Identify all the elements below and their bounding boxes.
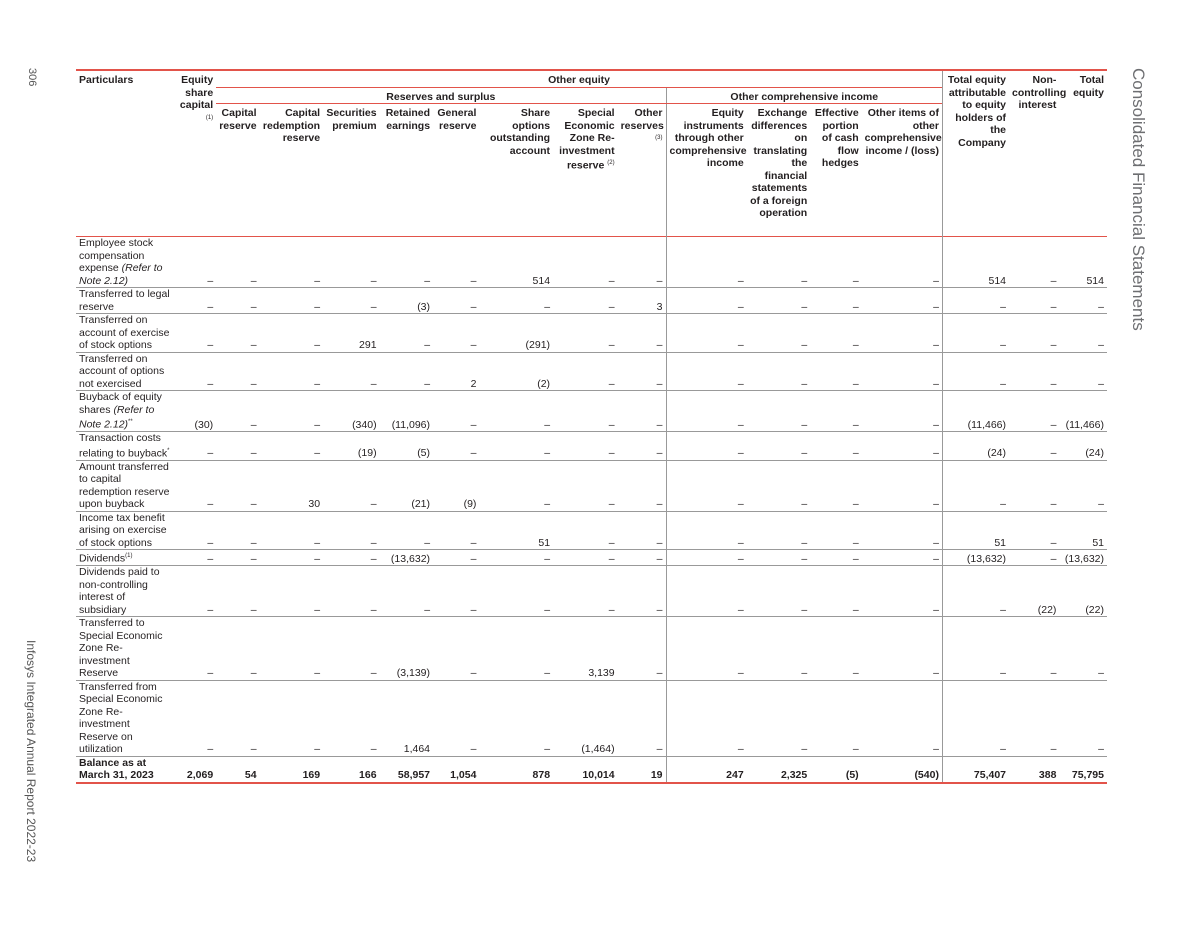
table-cell: – <box>479 432 553 461</box>
table-cell: 10,014 <box>553 756 618 783</box>
row-label: Employee stock compensation expense (Refer to Note 2.12) <box>76 237 173 288</box>
header-retained-earnings: Retained earnings <box>385 107 431 132</box>
table-cell: – <box>1059 288 1107 314</box>
table-cell: – <box>1059 617 1107 681</box>
table-cell: 2,325 <box>747 756 811 783</box>
table-cell: (9) <box>433 460 479 511</box>
table-cell: 514 <box>479 237 553 288</box>
header-total-equity: Total equity <box>1059 70 1107 237</box>
table-cell: 3,139 <box>553 617 618 681</box>
table-row <box>76 550 1107 566</box>
table-cell: – <box>666 680 747 756</box>
table-row <box>76 511 1107 550</box>
table-cell: – <box>173 237 216 288</box>
table-cell: – <box>479 391 553 432</box>
table-cell: – <box>260 511 324 550</box>
table-cell: – <box>862 391 943 432</box>
header-total-equity-holders: Total equity attributable to equity holders of the Company <box>942 70 1009 237</box>
table-cell: (19) <box>323 432 379 461</box>
table-cell: – <box>1009 550 1059 566</box>
row-label: Amount transferred to capital redemption reserve upon buyback <box>76 460 173 511</box>
table-cell: – <box>618 617 666 681</box>
table-cell: 58,957 <box>380 756 433 783</box>
table-cell: – <box>260 352 324 391</box>
table-cell: – <box>173 511 216 550</box>
table-cell: – <box>666 288 747 314</box>
table-cell: – <box>173 550 216 566</box>
table-cell: – <box>862 288 943 314</box>
table-cell: (30) <box>173 391 216 432</box>
table-cell: – <box>862 511 943 550</box>
table-cell: – <box>747 617 811 681</box>
table-cell: – <box>618 432 666 461</box>
table-cell: – <box>323 550 379 566</box>
table-cell: – <box>380 566 433 617</box>
total-row <box>76 756 1107 783</box>
table-cell: – <box>810 237 861 288</box>
table-cell: – <box>666 314 747 353</box>
table-cell: – <box>433 511 479 550</box>
table-cell: – <box>260 432 324 461</box>
table-cell: – <box>810 460 861 511</box>
table-cell: (22) <box>1009 566 1059 617</box>
table-cell: (11,096) <box>380 391 433 432</box>
table-cell: (24) <box>1059 432 1107 461</box>
table-cell: – <box>618 566 666 617</box>
table-cell: (11,466) <box>942 391 1009 432</box>
table-cell: – <box>810 352 861 391</box>
table-cell: – <box>862 566 943 617</box>
table-cell: – <box>553 432 618 461</box>
table-cell: – <box>216 237 259 288</box>
row-label: Transferred on account of exercise of stock options <box>76 314 173 353</box>
table-cell: – <box>862 617 943 681</box>
table-cell: – <box>323 680 379 756</box>
table-cell: – <box>433 566 479 617</box>
table-cell: 514 <box>942 237 1009 288</box>
table-cell: – <box>862 352 943 391</box>
table-cell: – <box>433 391 479 432</box>
table-cell: (11,466) <box>1059 391 1107 432</box>
table-cell: – <box>618 550 666 566</box>
table-cell: – <box>810 314 861 353</box>
table-row <box>76 314 1107 353</box>
table-cell: – <box>942 352 1009 391</box>
table-cell: – <box>1009 680 1059 756</box>
table-cell: 51 <box>1059 511 1107 550</box>
table-cell: – <box>747 550 811 566</box>
table-cell: – <box>433 680 479 756</box>
table-cell: – <box>433 617 479 681</box>
header-securities-premium: Securities premium <box>326 107 377 132</box>
row-label: Buyback of equity shares (Refer to Note 2.12)** <box>76 391 173 432</box>
table-cell: 75,407 <box>942 756 1009 783</box>
table-cell: – <box>942 460 1009 511</box>
table-cell: – <box>666 432 747 461</box>
table-cell: – <box>1009 237 1059 288</box>
row-label: Transaction costs relating to buyback* <box>76 432 173 461</box>
table-cell: 19 <box>618 756 666 783</box>
table-row <box>76 460 1107 511</box>
table-cell: – <box>323 288 379 314</box>
table-cell: – <box>323 511 379 550</box>
table-cell: – <box>618 314 666 353</box>
header-particulars: Particulars <box>76 70 173 237</box>
table-cell: – <box>380 314 433 353</box>
table-cell: – <box>433 237 479 288</box>
table-cell: 291 <box>323 314 379 353</box>
table-cell: – <box>666 617 747 681</box>
table-row <box>76 352 1107 391</box>
row-label: Dividends paid to non-controlling interest of subsidiary <box>76 566 173 617</box>
table-cell: – <box>260 391 324 432</box>
table-cell: – <box>618 511 666 550</box>
statement-of-changes-in-equity-table <box>76 69 1107 784</box>
table-cell: – <box>433 288 479 314</box>
table-cell: (21) <box>380 460 433 511</box>
table-cell: – <box>862 550 943 566</box>
table-cell: – <box>1059 314 1107 353</box>
table-cell: – <box>260 550 324 566</box>
table-cell: – <box>323 617 379 681</box>
table-cell: – <box>810 432 861 461</box>
table-cell: – <box>618 352 666 391</box>
table-row <box>76 288 1107 314</box>
table-cell: – <box>747 680 811 756</box>
table-cell: – <box>216 617 259 681</box>
table-cell: – <box>323 566 379 617</box>
table-cell: (24) <box>942 432 1009 461</box>
table-cell: 388 <box>1009 756 1059 783</box>
table-cell: – <box>1009 314 1059 353</box>
header-other-reserves: Other reserves $^{(3)}$ <box>620 107 664 141</box>
table-cell: – <box>479 288 553 314</box>
table-cell: – <box>433 432 479 461</box>
table-cell: – <box>942 680 1009 756</box>
table-row <box>76 566 1107 617</box>
page-number: 306 <box>26 68 38 87</box>
table-cell: – <box>380 352 433 391</box>
header-other-items: Other items of other comprehensive income / (loss) <box>864 107 942 157</box>
table-cell: 51 <box>942 511 1009 550</box>
table-cell: – <box>323 460 379 511</box>
table-cell: – <box>810 566 861 617</box>
table-row <box>76 680 1107 756</box>
table-cell: – <box>216 511 259 550</box>
table-cell: – <box>747 566 811 617</box>
table-cell: 54 <box>216 756 259 783</box>
table-row <box>76 617 1107 681</box>
table-cell: – <box>173 314 216 353</box>
table-cell: – <box>666 566 747 617</box>
table-cell: – <box>479 550 553 566</box>
table-cell: – <box>666 237 747 288</box>
table-cell: – <box>553 391 618 432</box>
header-other-equity: Other equity <box>216 70 942 87</box>
table-cell: (3) <box>380 288 433 314</box>
table-cell: – <box>810 391 861 432</box>
table-cell: – <box>216 460 259 511</box>
section-title: Consolidated Financial Statements <box>1129 68 1148 331</box>
header-equity-instruments: Equity instruments through other comprehensive income <box>666 104 747 237</box>
table-cell: – <box>216 288 259 314</box>
table-cell: 3 <box>618 288 666 314</box>
header-general-reserve: General reserve <box>437 107 477 132</box>
table-cell: – <box>553 288 618 314</box>
table-cell: (22) <box>1059 566 1107 617</box>
header-effective-portion: Effective portion of cash flow hedges <box>814 107 859 169</box>
header-other-comprehensive-income: Other comprehensive income <box>666 87 942 104</box>
table-cell: – <box>942 314 1009 353</box>
table-cell: – <box>260 566 324 617</box>
table-cell: – <box>553 352 618 391</box>
table-cell: (13,632) <box>942 550 1009 566</box>
table-cell: – <box>260 680 324 756</box>
table-cell: – <box>173 432 216 461</box>
table-cell: – <box>173 460 216 511</box>
table-body <box>76 237 1107 783</box>
row-label: Transferred to legal reserve <box>76 288 173 314</box>
table-row <box>76 391 1107 432</box>
table-cell: – <box>479 680 553 756</box>
table-cell: – <box>747 460 811 511</box>
table-cell: – <box>260 237 324 288</box>
table-cell: – <box>479 460 553 511</box>
table-cell: – <box>1009 391 1059 432</box>
table-cell: (5) <box>810 756 861 783</box>
table-cell: – <box>323 237 379 288</box>
table-cell: – <box>380 237 433 288</box>
header-non-controlling: Non-controlling interest <box>1009 70 1059 237</box>
table-cell: – <box>173 288 216 314</box>
table-cell: – <box>173 617 216 681</box>
table-cell: – <box>747 511 811 550</box>
table-cell: – <box>942 617 1009 681</box>
table-cell: – <box>1009 460 1059 511</box>
table-cell: – <box>553 314 618 353</box>
table-cell: – <box>618 680 666 756</box>
table-cell: – <box>810 680 861 756</box>
table-cell: – <box>747 237 811 288</box>
table-cell: – <box>618 391 666 432</box>
table-cell: – <box>747 391 811 432</box>
table-cell: – <box>479 617 553 681</box>
table-cell: – <box>1059 680 1107 756</box>
table-cell: – <box>862 432 943 461</box>
table-cell: – <box>810 550 861 566</box>
table-cell: – <box>747 352 811 391</box>
row-label: Dividends$^{(1)}$ <box>76 550 173 566</box>
table-cell: – <box>666 460 747 511</box>
table-cell: – <box>666 391 747 432</box>
table-cell: – <box>216 680 259 756</box>
table-cell: 1,054 <box>433 756 479 783</box>
table-cell: 1,464 <box>380 680 433 756</box>
table-cell: 514 <box>1059 237 1107 288</box>
header-capital-redemption-reserve: Capital redemption reserve <box>262 107 321 144</box>
table-cell: – <box>862 237 943 288</box>
table-cell: – <box>666 352 747 391</box>
table-cell: 166 <box>323 756 379 783</box>
row-label: Income tax benefit arising on exercise of stock options <box>76 511 173 550</box>
table-cell: – <box>747 314 811 353</box>
table-cell: – <box>433 550 479 566</box>
table-cell: – <box>942 566 1009 617</box>
row-label: Transferred from Special Economic Zone Re-investment Reserve on utilization <box>76 680 173 756</box>
table-cell: – <box>433 314 479 353</box>
header-exchange-differences: Exchange differences on translating the financial statements of a foreign operation <box>750 107 808 219</box>
table-row <box>76 432 1107 461</box>
table-cell: (3,139) <box>380 617 433 681</box>
report-title: Infosys Integrated Annual Report 2022-23 <box>24 640 38 863</box>
table-cell: – <box>553 566 618 617</box>
table-cell: – <box>173 352 216 391</box>
table-cell: – <box>260 288 324 314</box>
table-cell: – <box>323 352 379 391</box>
table-cell: – <box>216 314 259 353</box>
table-row <box>76 237 1107 288</box>
table-cell: – <box>173 680 216 756</box>
row-label: Transferred to Special Economic Zone Re-investment Reserve <box>76 617 173 681</box>
table-cell: – <box>1009 352 1059 391</box>
table-cell: – <box>260 617 324 681</box>
table-cell: 75,795 <box>1059 756 1107 783</box>
table-cell: – <box>553 550 618 566</box>
table-cell: – <box>618 237 666 288</box>
table-cell: – <box>553 511 618 550</box>
row-label: Transferred on account of options not exercised <box>76 352 173 391</box>
table-cell: – <box>216 566 259 617</box>
table-cell: 169 <box>260 756 324 783</box>
table-cell: (1,464) <box>553 680 618 756</box>
table-cell: – <box>216 550 259 566</box>
table-cell: – <box>666 511 747 550</box>
table-cell: 2 <box>433 352 479 391</box>
table-cell: (291) <box>479 314 553 353</box>
table-cell: – <box>666 550 747 566</box>
table-cell: – <box>618 460 666 511</box>
table-cell: – <box>862 680 943 756</box>
table-cell: 51 <box>479 511 553 550</box>
table-cell: – <box>380 511 433 550</box>
table-cell: (2) <box>479 352 553 391</box>
table-cell: (340) <box>323 391 379 432</box>
table-cell: – <box>1059 460 1107 511</box>
table-cell: – <box>479 566 553 617</box>
table-cell: – <box>553 237 618 288</box>
table-cell: – <box>862 460 943 511</box>
table-cell: – <box>173 566 216 617</box>
table-cell: (5) <box>380 432 433 461</box>
table-cell: – <box>810 617 861 681</box>
table-cell: – <box>216 352 259 391</box>
header-share-options: Share options outstanding account <box>489 107 551 157</box>
header-sez-reserve: Special Economic Zone Re-investment reserve $^{(2)}$ <box>559 107 615 172</box>
table-cell: – <box>1009 617 1059 681</box>
header-capital-reserve: Capital reserve <box>219 107 257 132</box>
header-reserves-and-surplus: Reserves and surplus <box>216 87 666 104</box>
table-cell: – <box>216 391 259 432</box>
table-cell: – <box>1009 288 1059 314</box>
table-cell: – <box>810 288 861 314</box>
table-cell: 878 <box>479 756 553 783</box>
table-cell: – <box>862 314 943 353</box>
table-cell: – <box>260 314 324 353</box>
table-cell: – <box>747 288 811 314</box>
table-cell: (13,632) <box>380 550 433 566</box>
table-cell: – <box>1009 432 1059 461</box>
table-cell: (13,632) <box>1059 550 1107 566</box>
table-cell: – <box>942 288 1009 314</box>
header-equity-share-capital: Equity share capital $^{(1)}$ <box>173 70 216 237</box>
table-cell: – <box>810 511 861 550</box>
table-cell: 30 <box>260 460 324 511</box>
table-cell: 2,069 <box>173 756 216 783</box>
row-label: Balance as at March 31, 2023 <box>76 756 173 783</box>
table-cell: (540) <box>862 756 943 783</box>
table-cell: – <box>747 432 811 461</box>
table-cell: 247 <box>666 756 747 783</box>
table-cell: – <box>216 432 259 461</box>
table-cell: – <box>1009 511 1059 550</box>
table-cell: – <box>1059 352 1107 391</box>
table-cell: – <box>553 460 618 511</box>
